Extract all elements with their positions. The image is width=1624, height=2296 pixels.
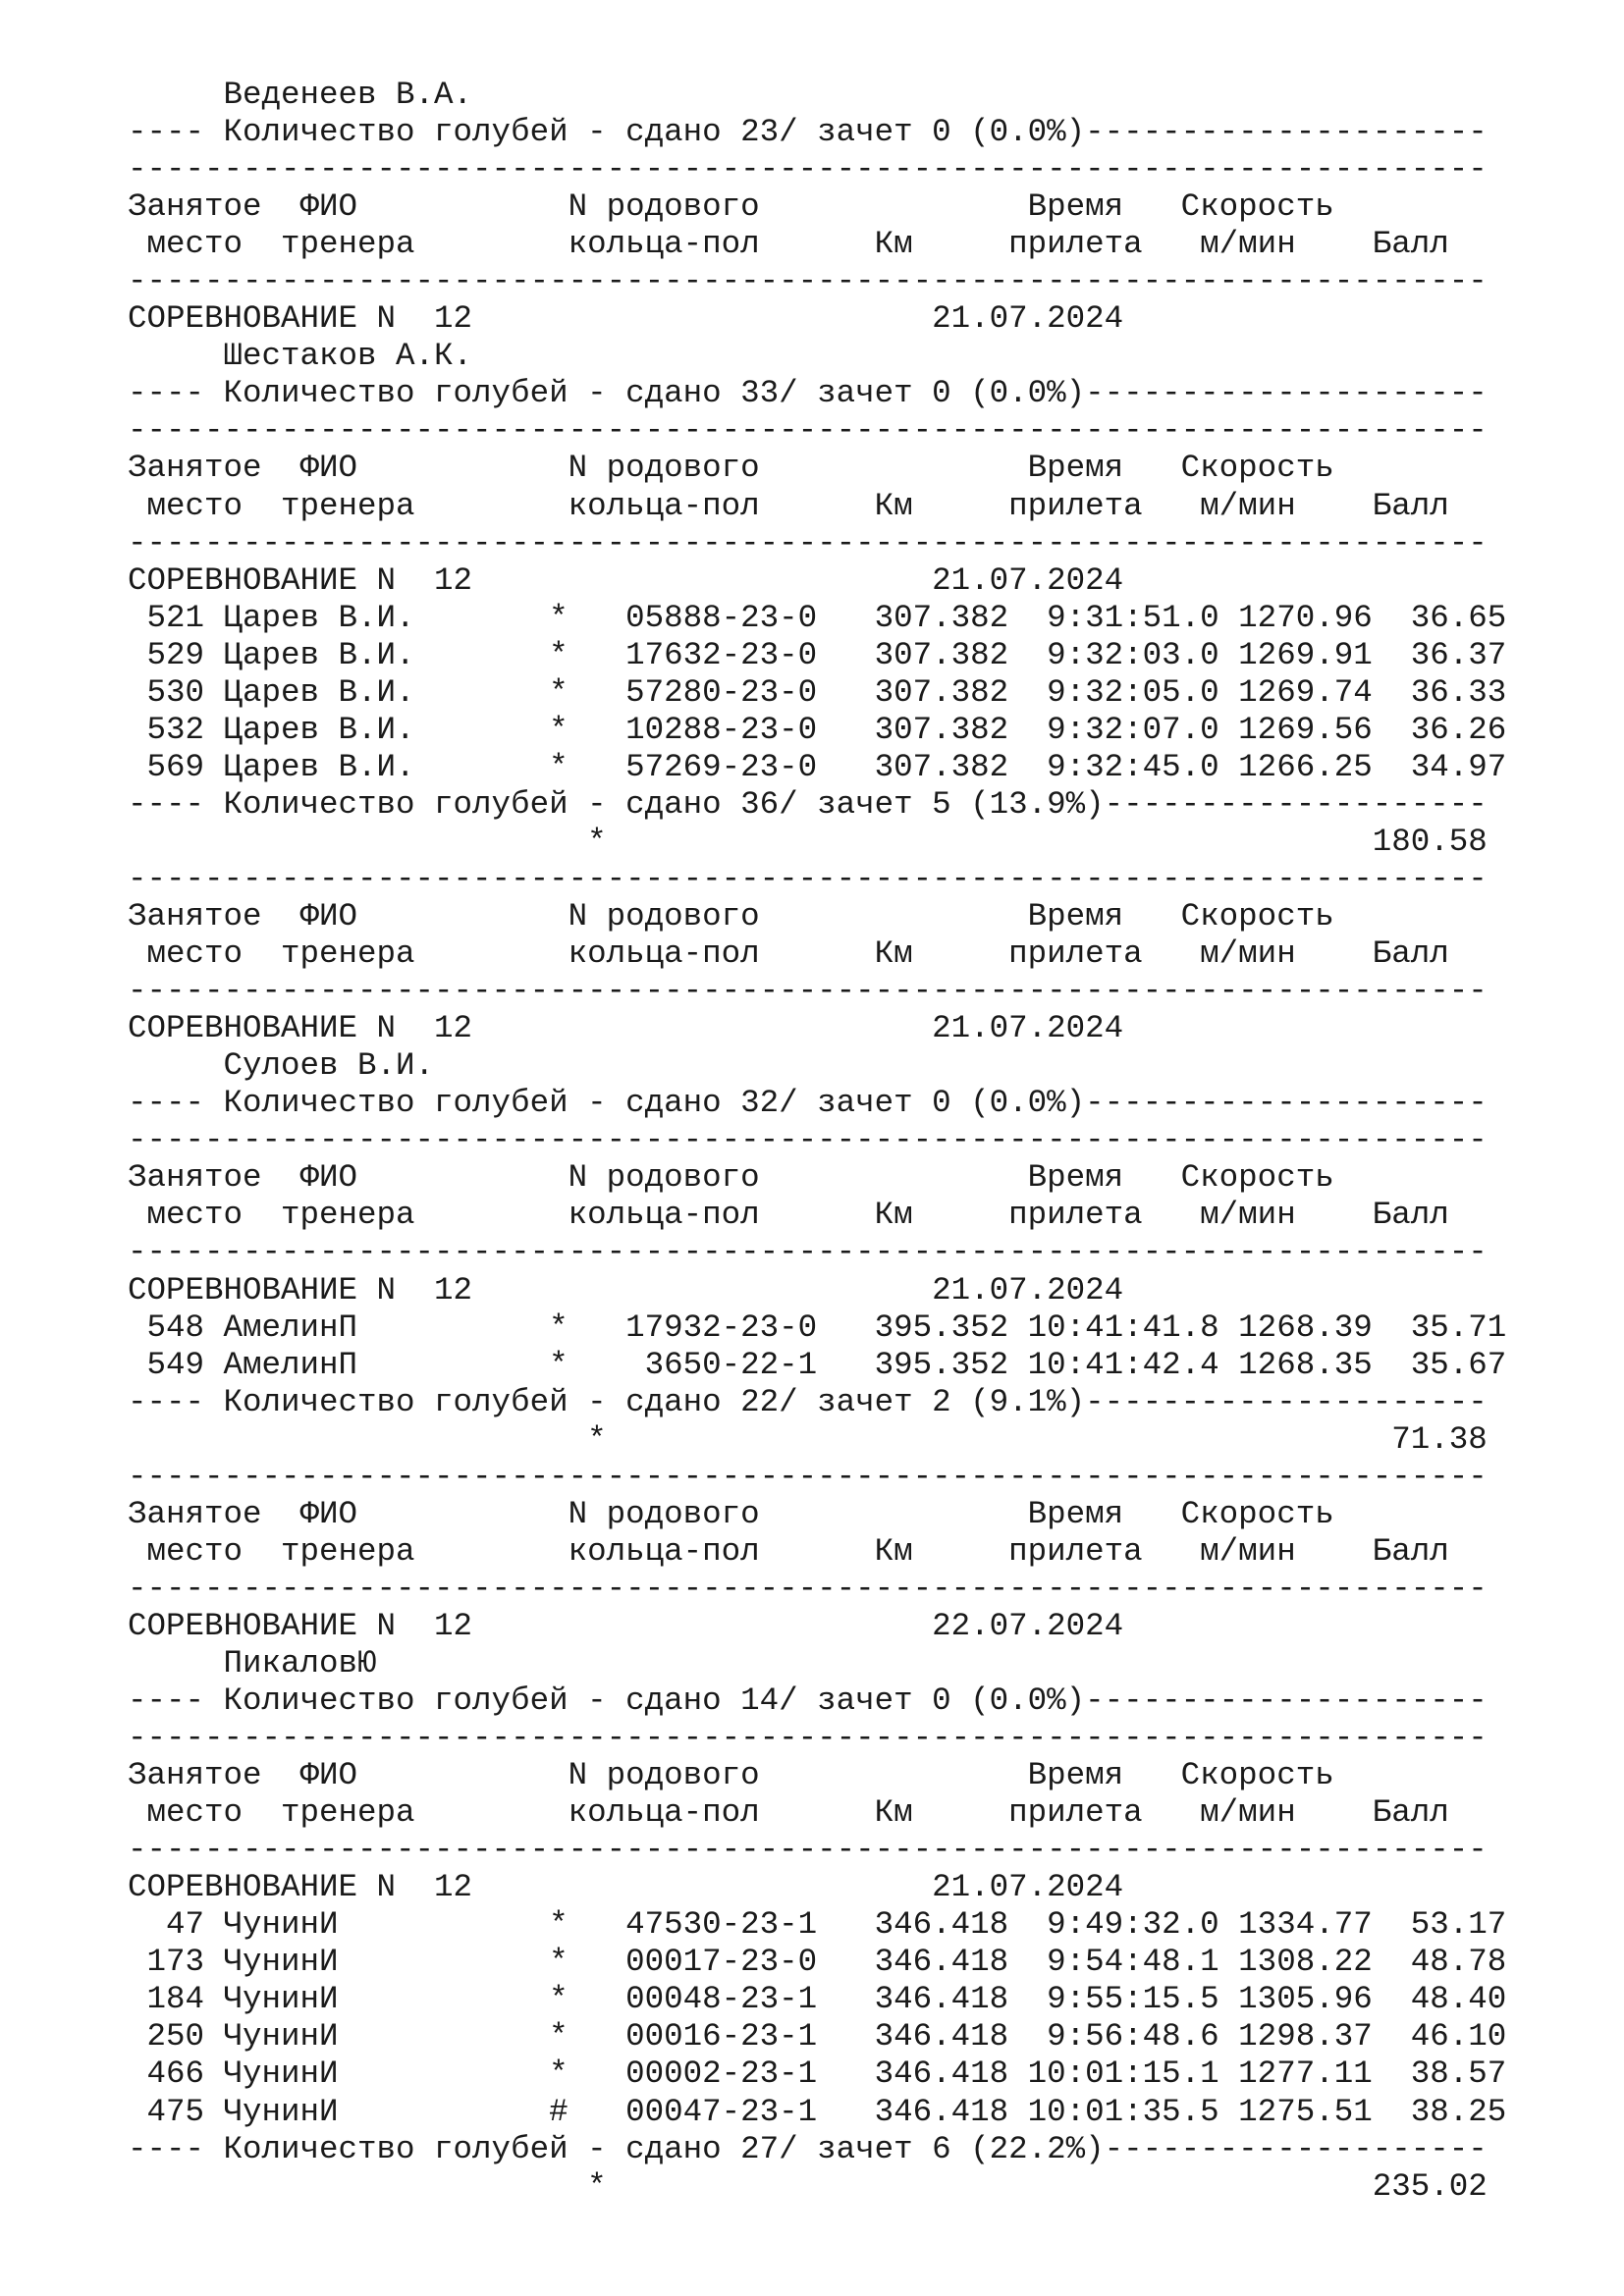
report-line: ----------------------------------------------------------------------- [128, 1570, 1488, 1607]
report-line: СОРЕВНОВАНИЕ N 12 21.07.2024 [128, 1869, 1124, 1906]
report-line: ----------------------------------------------------------------------- [128, 1234, 1488, 1271]
report-line: ----------------------------------------------------------------------- [128, 1122, 1488, 1159]
report-line: ---- Количество голубей - сдано 27/ зачет 6 (22.2%)-------------------- [128, 2130, 1488, 2167]
report-line: ---- Количество голубей - сдано 36/ зачет 5 (13.9%)-------------------- [128, 785, 1488, 823]
report-line: 529 Царев В.И. * 17632-23-0 307.382 9:32:03.0 1269.91 36.37 [128, 636, 1507, 673]
report-line: ----------------------------------------------------------------------- [128, 524, 1488, 561]
report-line: 466 ЧунинИ * 00002-23-1 346.418 10:01:15.1 1277.11 38.57 [128, 2056, 1507, 2093]
report-line: ---- Количество голубей - сдано 23/ зачет 0 (0.0%)--------------------- [128, 114, 1488, 151]
report-line: Занятое ФИО N родового Время Скорость [128, 1757, 1334, 1794]
report-line: ----------------------------------------------------------------------- [128, 412, 1488, 450]
report-line: СОРЕВНОВАНИЕ N 12 21.07.2024 [128, 1271, 1124, 1308]
report-line: место тренера кольца-пол Км прилета м/мин Балл [128, 487, 1449, 524]
report-line: 250 ЧунинИ * 00016-23-1 346.418 9:56:48.6 1298.37 46.10 [128, 2018, 1507, 2056]
report-line: ----------------------------------------------------------------------- [128, 860, 1488, 897]
report-line: 530 Царев В.И. * 57280-23-0 307.382 9:32:05.0 1269.74 36.33 [128, 673, 1507, 711]
report-line: Занятое ФИО N родового Время Скорость [128, 898, 1334, 935]
report-line: 569 Царев В.И. * 57269-23-0 307.382 9:32:45.0 1266.25 34.97 [128, 748, 1507, 785]
report-line: место тренера кольца-пол Км прилета м/мин Балл [128, 935, 1449, 973]
report-line: ---- Количество голубей - сдано 33/ зачет 0 (0.0%)--------------------- [128, 375, 1488, 412]
report-line: место тренера кольца-пол Км прилета м/мин Балл [128, 1197, 1449, 1234]
report-line: ----------------------------------------------------------------------- [128, 151, 1488, 188]
report-line: ----------------------------------------------------------------------- [128, 1458, 1488, 1495]
report-line: Занятое ФИО N родового Время Скорость [128, 1495, 1334, 1532]
report-line: ---- Количество голубей - сдано 14/ зачет 0 (0.0%)--------------------- [128, 1682, 1488, 1720]
report-line: Занятое ФИО N родового Время Скорость [128, 188, 1334, 226]
report-line: ---- Количество голубей - сдано 22/ зачет 2 (9.1%)--------------------- [128, 1383, 1488, 1420]
report-line: СОРЕВНОВАНИЕ N 12 21.07.2024 [128, 1010, 1124, 1047]
report-line: Занятое ФИО N родового Время Скорость [128, 450, 1334, 487]
report-line: 521 Царев В.И. * 05888-23-0 307.382 9:31:51.0 1270.96 36.65 [128, 599, 1507, 636]
report-line: Занятое ФИО N родового Время Скорость [128, 1159, 1334, 1197]
report-line: 173 ЧунинИ * 00017-23-0 346.418 9:54:48.1 1308.22 48.78 [128, 1944, 1507, 1981]
report-line: ----------------------------------------------------------------------- [128, 973, 1488, 1010]
report-line: 549 АмелинП * 3650-22-1 395.352 10:41:42.4 1268.35 35.67 [128, 1346, 1507, 1383]
report-line: ПикаловЮ [128, 1644, 377, 1682]
report-line: * 235.02 [128, 2167, 1488, 2205]
report-line: ----------------------------------------------------------------------- [128, 1832, 1488, 1869]
report-line: ----------------------------------------------------------------------- [128, 263, 1488, 300]
report-line: 548 АмелинП * 17932-23-0 395.352 10:41:41.8 1268.39 35.71 [128, 1308, 1507, 1346]
report-line: СОРЕВНОВАНИЕ N 12 21.07.2024 [128, 300, 1124, 338]
report-line: Сулоев В.И. [128, 1047, 435, 1085]
report-line: 532 Царев В.И. * 10288-23-0 307.382 9:32:07.0 1269.56 36.26 [128, 711, 1507, 748]
report-line: ---- Количество голубей - сдано 32/ зачет 0 (0.0%)--------------------- [128, 1085, 1488, 1122]
report-line: Веденеев В.А. [128, 77, 473, 113]
report-line: место тренера кольца-пол Км прилета м/мин Балл [128, 1794, 1449, 1832]
report-line: 184 ЧунинИ * 00048-23-1 346.418 9:55:15.5 1305.96 48.40 [128, 1981, 1507, 2018]
report-line: ----------------------------------------------------------------------- [128, 1720, 1488, 1757]
report-line: СОРЕВНОВАНИЕ N 12 22.07.2024 [128, 1607, 1124, 1644]
report-line: * 180.58 [128, 823, 1488, 860]
report-line: место тренера кольца-пол Км прилета м/мин Балл [128, 226, 1449, 263]
report-line: Шестаков А.К. [128, 338, 473, 375]
report-line: * 71.38 [128, 1420, 1488, 1458]
report-line: СОРЕВНОВАНИЕ N 12 21.07.2024 [128, 561, 1124, 599]
report-line: место тренера кольца-пол Км прилета м/мин Балл [128, 1532, 1449, 1570]
report-line: 475 ЧунинИ # 00047-23-1 346.418 10:01:35.5 1275.51 38.25 [128, 2093, 1507, 2130]
report-line: 47 ЧунинИ * 47530-23-1 346.418 9:49:32.0 1334.77 53.17 [128, 1906, 1507, 1944]
results-printout [128, 77, 1551, 2206]
